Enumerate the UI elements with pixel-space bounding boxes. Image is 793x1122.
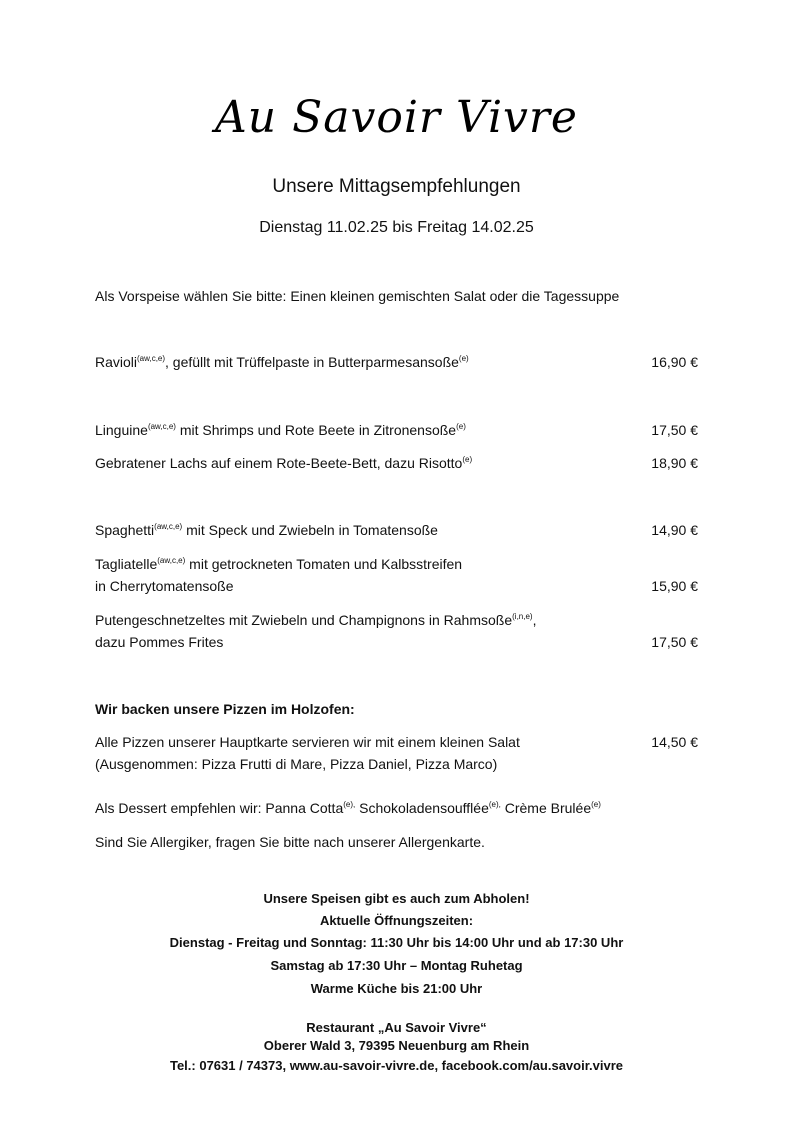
dish-spaghetti [95, 522, 438, 538]
restaurant-title: Au Savoir Vivre [215, 92, 578, 143]
dish-description: mit Shrimps und Rote Beete in Zitronensoße [175, 422, 457, 438]
allergen-code: (e) [591, 800, 601, 809]
footer-takeaway: Unsere Speisen gibt es auch zum Abholen! [263, 891, 530, 906]
dish-price: 15,90 € [651, 578, 698, 594]
allergen-code: (e) [462, 455, 473, 464]
dish-name: Tagliatelle [95, 556, 158, 572]
allergen-code: (aw,c,e) [147, 422, 176, 431]
dish-price: 14,90 € [651, 522, 698, 538]
footer-restaurant: Restaurant „Au Savoir Vivre“ [306, 1020, 487, 1035]
pizza-price: 14,50 € [651, 734, 698, 750]
dessert-line [95, 800, 601, 816]
footer-address: Oberer Wald 3, 79395 Neuenburg am Rhein [263, 1038, 530, 1053]
allergen-code: (aw,c,e) [157, 556, 186, 565]
dish-name: Putengeschnetzeltes mit Zwiebeln und Champignons in Rahmsoße [95, 612, 513, 628]
dish-name: Ravioli [95, 354, 138, 370]
dish-name: Linguine [95, 422, 148, 438]
pizza-line2: (Ausgenommen: Pizza Frutti di Mare, Pizza Daniel, Pizza Marco) [95, 756, 498, 772]
dish-description: mit getrockneten Tomaten und Kalbsstreifen [185, 556, 463, 572]
footer-kitchen: Warme Küche bis 21:00 Uhr [310, 981, 483, 996]
dish-name: Spaghetti [95, 522, 155, 538]
menu-subtitle: Unsere Mittagsempfehlungen [272, 176, 521, 197]
dessert-text: Crème Brulée [500, 800, 592, 816]
pizza-line1: Alle Pizzen unserer Hauptkarte servieren wir mit einem kleinen Salat [95, 734, 520, 750]
dish-ravioli [95, 354, 469, 370]
allergen-code: (e) [458, 354, 469, 363]
dish-description: mit Speck und Zwiebeln in Tomatensoße [182, 522, 438, 538]
allergy-note: Sind Sie Allergiker, fragen Sie bitte nach unserer Allergenkarte. [95, 834, 485, 850]
allergen-code: (i,n,e) [512, 612, 533, 621]
footer-hours-weekend: Samstag ab 17:30 Uhr – Montag Ruhetag [270, 958, 523, 973]
footer-hours-heading: Aktuelle Öffnungszeiten: [319, 913, 474, 928]
dish-description-line2: dazu Pommes Frites [95, 634, 224, 650]
dish-description: , [532, 612, 537, 628]
dish-price: 16,90 € [651, 354, 698, 370]
footer-contact: Tel.: 07631 / 74373, www.au-savoir-vivre.de, facebook.com/au.savoir.vivre [169, 1058, 624, 1073]
dish-linguine [95, 422, 466, 438]
dish-price: 17,50 € [651, 634, 698, 650]
dish-name: Gebratener Lachs auf einem Rote-Beete-Bett, dazu Risotto [95, 455, 463, 471]
dessert-text: Schokoladensoufflée [355, 800, 489, 816]
allergen-code: (e), [343, 800, 356, 809]
dish-price: 18,90 € [651, 455, 698, 471]
dish-description-line2: in Cherrytomatensoße [95, 578, 234, 594]
pizza-heading: Wir backen unsere Pizzen im Holzofen: [95, 701, 355, 717]
footer-hours-weekdays: Dienstag - Freitag und Sonntag: 11:30 Uhr bis 14:00 Uhr und ab 17:30 Uhr [169, 935, 624, 950]
dish-tagliatelle [95, 556, 462, 572]
dish-description: , gefüllt mit Trüffelpaste in Butterparmesansoße [165, 354, 459, 370]
menu-dates: Dienstag 11.02.25 bis Freitag 14.02.25 [259, 219, 534, 236]
dish-lachs [95, 455, 472, 471]
allergen-code: (aw,c,e) [154, 522, 183, 531]
allergen-code: (aw,c,e) [137, 354, 166, 363]
dish-putengeschnetzeltes [95, 612, 536, 628]
starter-intro: Als Vorspeise wählen Sie bitte: Einen kleinen gemischten Salat oder die Tagessuppe [95, 288, 620, 304]
allergen-code: (e) [456, 422, 466, 431]
allergen-code: (e), [488, 800, 501, 809]
dish-price: 17,50 € [651, 422, 698, 438]
dessert-text: Als Dessert empfehlen wir: Panna Cotta [95, 800, 344, 816]
